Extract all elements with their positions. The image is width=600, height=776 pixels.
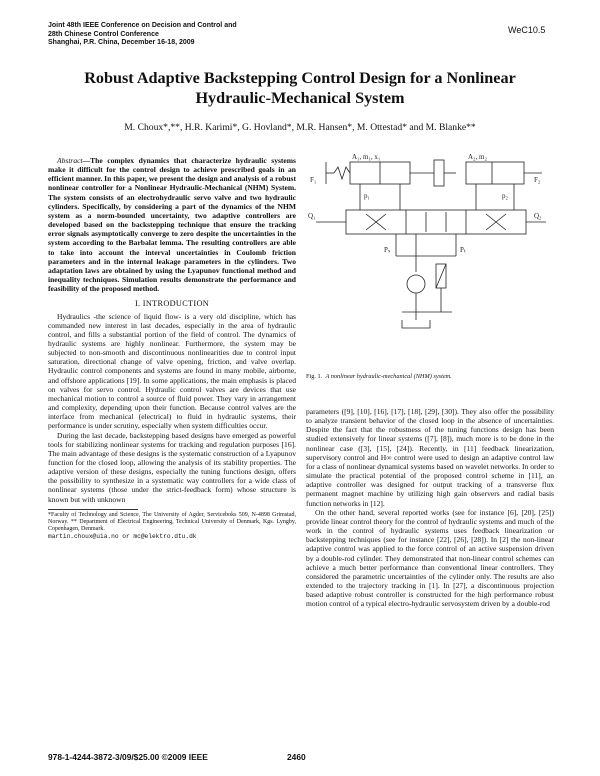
abstract — [48, 156, 296, 293]
hydraulic-system-figure — [306, 152, 552, 360]
footnote-rule — [48, 509, 138, 510]
fig-label: p₁ — [364, 192, 370, 200]
fig-label: Q₂ — [534, 212, 542, 220]
fig-label: Pₜ — [460, 246, 466, 254]
paragraph: Hydraulics -the science of liquid flow- is a very old discipline, which has commanded new interest in last decades, especially in the area of hydraulic control, and fills a substantial portion of the field of control. The dynamics of hydraulic systems are highly nonlinear. Furthermore, the system may be subjected to non-smooth and discontinuous nonlinearities due to control input saturation, directional change of valve opening, friction, and valve overlap. Hydraulic control components and systems are found in many mobile, airborne, and offshore applications [19]. In some applications, the main emphasis is placed on valves for servo control. Hydraulic control valves are devices that use mechanical motion to control a source of fluid power. They vary in arrangement and complexity, depending upon their function. Because control valves are the interface from mechanical (electrical) to fluid in hydraulic systems, their performance is under scrutiny, especially when system difficulties occur. — [48, 311, 296, 431]
paragraph: parameters ([9], [10], [16], [17], [18], [29], [30]). They also offer the possibility to analyze transient behavior of the closed loop in the absence of uncertainties. Despite the fact that the robustness of the tuning functions design has been studied extensively for linear systems ([7], [8]), much more is to be done in the nonlinear case ([3], [15], [24]). Recently, in [11] feedback linearization, supervisory control and H∞ control were used to design an adaptive control law for a class of nonlinear dynamical systems based on wavelet networks. In order to simulate the practical potential of the proposed control scheme in [11], an adaptive controller was designed for output tracking of a transverse flux permanent magnet machine by utilizing high gain observers and radial basis function networks in [12]. — [306, 407, 554, 508]
conference-line: Joint 48th IEEE Conference on Decision and Control and — [48, 22, 237, 29]
title-line: Robust Adaptive Backstepping Control Design for a Nonlinear — [84, 69, 516, 87]
figure-caption — [306, 373, 552, 380]
paragraph: On the other hand, several reported works (see for instance [6], [20], [25]) provide linear control theory for the control of hydraulic systems and much of the work in the control of hydraulic systems uses feedback linearization or backstepping techniques (see for instance [22], [26], [28]). In [2] the non-linear adaptive control was applied to the force control of an active suspension driven by a double-rod cylinder. They demonstrated that non-linear control schemes can achieve a much better performance than conventional linear controllers. They considered the parametric uncertainties of the cylinder only. The results are also extended to the trajectory tracking in [1]. In [27], a discontinuous projection based adaptive robust controller is constructed for the high performance robust motion control of a typical electro-hydraulic servosystem driven by a double-rod — [306, 507, 554, 609]
caption-text: A nonlinear hydraulic-mechanical (NHM) system. — [325, 373, 452, 380]
isbn-line: 978-1-4244-3872-3/09/$25.00 ©2009 IEEE — [48, 752, 208, 762]
fig-label: F₂ — [534, 176, 541, 184]
footnote-text: *Faculty of Technology and Science, The University of Agder, Serviceboks 509, N-4898 Grimstad, Norway. ** Department of Electrical Engineering, Technical University of Denmark, Kgs. Lyngby, Copenhagen, Denmark. — [48, 511, 296, 533]
session-id: WeC10.5 — [508, 25, 546, 35]
fig-label: A₁, m₁, x₁ — [352, 153, 381, 161]
right-column — [306, 407, 554, 608]
abstract-text: —The complex dynamics that characterize hydraulic systems make it difficult for the control design to achieve prescribed goals in an efficient manner. In this paper, we present the design and analysis of a robust nonlinear controller for a Nonlinear Hydraulic-Mechanical (NHM) System. The system consists of an electrohydraulic servo valve and two hydraulic cylinders. Specifically, by considering a part of the dynamics of the NHM system as a norm-bounded uncertainty, two adaptive controllers are developed based on the backstepping technique that ensure the tracking error signals asymptotically converge to zero despite the uncertainties in the system according to the Barbalat lemma. The resulting controllers are able to take into account the interval uncertainties in Coulomb friction parameters and in the internal leakage parameters in the cylinders. Two adaptation laws are obtained by using the Lyapunov functional method and inequality techniques. Simulation results demonstrate the performance and feasibility of the proposed method. — [48, 156, 296, 294]
left-column — [48, 156, 296, 541]
pump — [407, 275, 425, 293]
fig-label: F₁ — [310, 176, 317, 184]
fig-label: p₂ — [502, 192, 508, 200]
section-heading: I. INTRODUCTION — [134, 299, 210, 309]
fig-label: Q₁ — [308, 212, 316, 220]
servo-valve — [346, 210, 526, 234]
fig-label: A₂, m₂ — [468, 153, 487, 161]
title-line: Hydraulic-Mechanical System — [195, 89, 405, 107]
caption-label: Fig. 1. — [306, 373, 323, 380]
footnote — [48, 512, 296, 541]
conference-line: Shanghai, P.R. China, December 16-18, 2009 — [48, 39, 195, 46]
paper-title — [0, 68, 600, 108]
right-cylinder — [466, 162, 524, 184]
conference-line: 28th Chinese Control Conference — [48, 30, 159, 38]
conference-header — [48, 22, 308, 48]
footnote-emails: martin.choux@uia.no or mc@elektro.dtu.dk — [48, 533, 197, 541]
paragraph: During the last decade, backstepping based designs have emerged as powerful tools for stabilizing nonlinear systems for tracking and regulation purposes [16]. The main advantage of these designs is the systematic construction of a Lyapunov function for the closed loop, allowing the analysis of its stability properties. The adaptive version of these designs, especially the tuning functions design, offers the possibility to synthesize in a systematic way controllers for a wide class of nonlinear systems (those under the strict-feedback form) whose structure is known but with unknown — [48, 430, 296, 504]
abstract-label: Abstract — [57, 156, 83, 165]
author-list: M. Choux*,**, H.R. Karimi*, G. Hovland*, M.R. Hansen*, M. Ottestad* and M. Blanke** — [124, 122, 476, 133]
page-number: 2460 — [287, 752, 306, 762]
fig-label: Pₛ — [384, 246, 391, 254]
